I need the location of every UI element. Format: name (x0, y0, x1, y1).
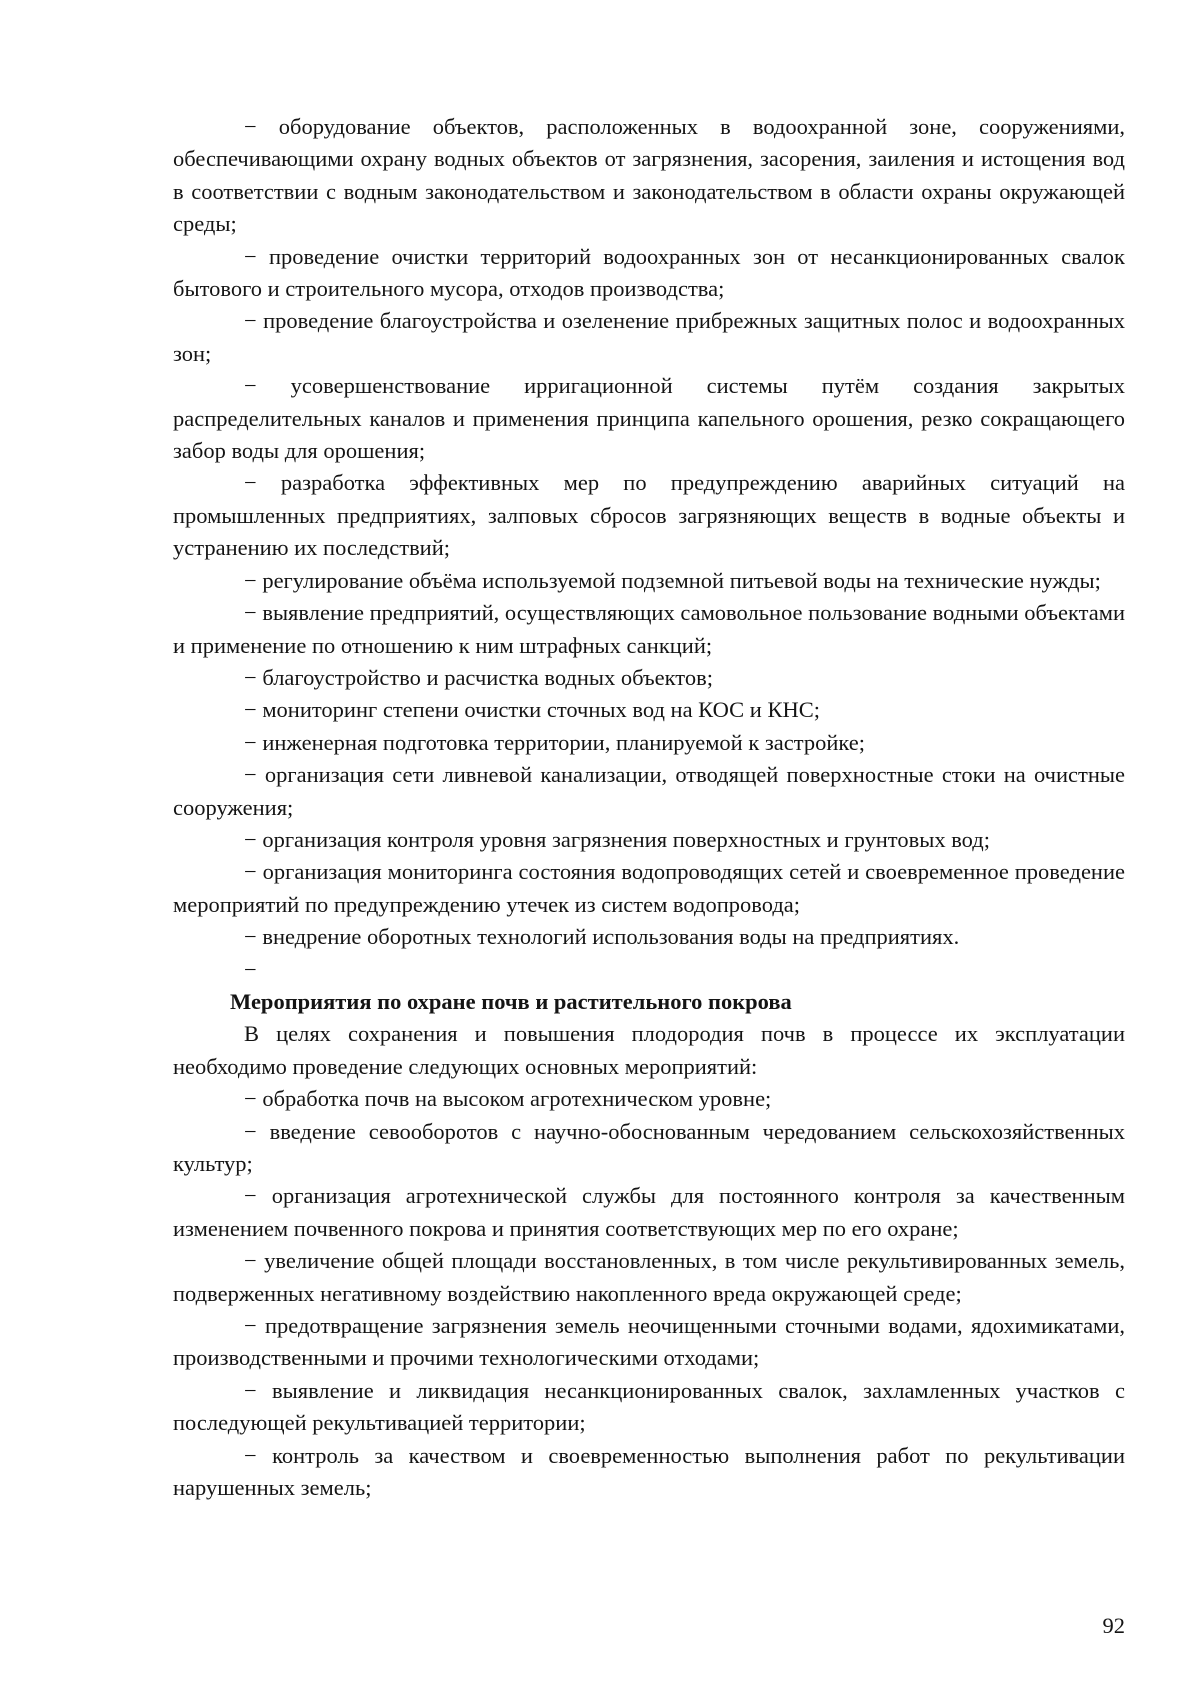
water-measure-item: − усовершенствование ирригационной системы путём создания закрытых распределительных каналов и применения принципа капельного орошения, резко сокращающего забор воды для орошения; (173, 373, 1125, 464)
water-measure-item: − проведение очистки территорий водоохранных зон от несанкционированных свалок бытового и строительного мусора, отходов производства; (173, 243, 1125, 302)
soil-measure-item: − контроль за качеством и своевременностью выполнения работ по рекультивации нарушенных земель; (173, 1442, 1125, 1501)
section-intro: В целях сохранения и повышения плодородия почв в процессе их эксплуатации необходимо проведение следующих основных мероприятий: (173, 1021, 1125, 1079)
water-measure-item: − организация контроля уровня загрязнения поверхностных и грунтовых вод; (244, 826, 990, 852)
water-measure-item: − регулирование объёма используемой подземной питьевой воды на технические нужды; (244, 567, 1101, 593)
section-heading: Мероприятия по охране почв и растительного покрова (230, 988, 792, 1014)
soil-measure-item: − увеличение общей площади восстановленных, в том числе рекультивированных земель, подверженных негативному воздействию накопленного вреда окружающей среде; (173, 1248, 1125, 1306)
soil-measure-item: − выявление и ликвидация несанкционированных свалок, захламленных участков с последующей рекультивацией территории; (173, 1377, 1125, 1436)
water-measure-item: − благоустройство и расчистка водных объектов; (244, 664, 713, 690)
empty-list-dash: − (244, 956, 257, 982)
soil-measure-item: − введение севооборотов с научно-обоснованным чередованием сельскохозяйственных культур; (173, 1118, 1125, 1176)
soil-measure-item: − предотвращение загрязнения земель неочищенными сточными водами, ядохимикатами, производственными и прочими технологическими отходами; (173, 1313, 1125, 1371)
soil-measure-item: − обработка почв на высоком агротехническом уровне; (244, 1086, 772, 1112)
water-measure-item: − инженерная подготовка территории, планируемой к застройке; (244, 729, 866, 755)
water-measure-item: − организация мониторинга состояния водопроводящих сетей и своевременное проведение мероприятий по предупреждению утечек из систем водопровода; (173, 859, 1125, 917)
soil-measure-item: − организация агротехнической службы для постоянного контроля за качественным изменением почвенного покрова и принятия соответствующих мер по его охране; (173, 1183, 1125, 1241)
document-page (173, 113, 1125, 1504)
water-measure-item: − внедрение оборотных технологий использования воды на предприятиях. (244, 924, 960, 950)
water-measure-item: − организация сети ливневой канализации, отводящей поверхностные стоки на очистные сооружения; (173, 762, 1125, 820)
water-measure-item: − проведение благоустройства и озеленение прибрежных защитных полос и водоохранных зон; (173, 308, 1125, 366)
page-number: 92 (1102, 1613, 1125, 1638)
water-measure-item: − выявление предприятий, осуществляющих самовольное пользование водными объектами и применение по отношению к ним штрафных санкций; (173, 600, 1125, 658)
water-measure-item: − разработка эффективных мер по предупреждению аварийных ситуаций на промышленных предприятиях, залповых сбросов загрязняющих веществ в водные объекты и устранению их последствий; (173, 470, 1125, 561)
water-measure-item: − мониторинг степени очистки сточных вод на КОС и КНС; (244, 697, 820, 723)
water-measure-item: − оборудование объектов, расположенных в водоохранной зоне, сооружениями, обеспечивающими охрану водных объектов от загрязнения, засорения, заиления и истощения вод в соответствии с водным законодательством и законодательством в области охраны окружающей среды; (173, 114, 1125, 237)
